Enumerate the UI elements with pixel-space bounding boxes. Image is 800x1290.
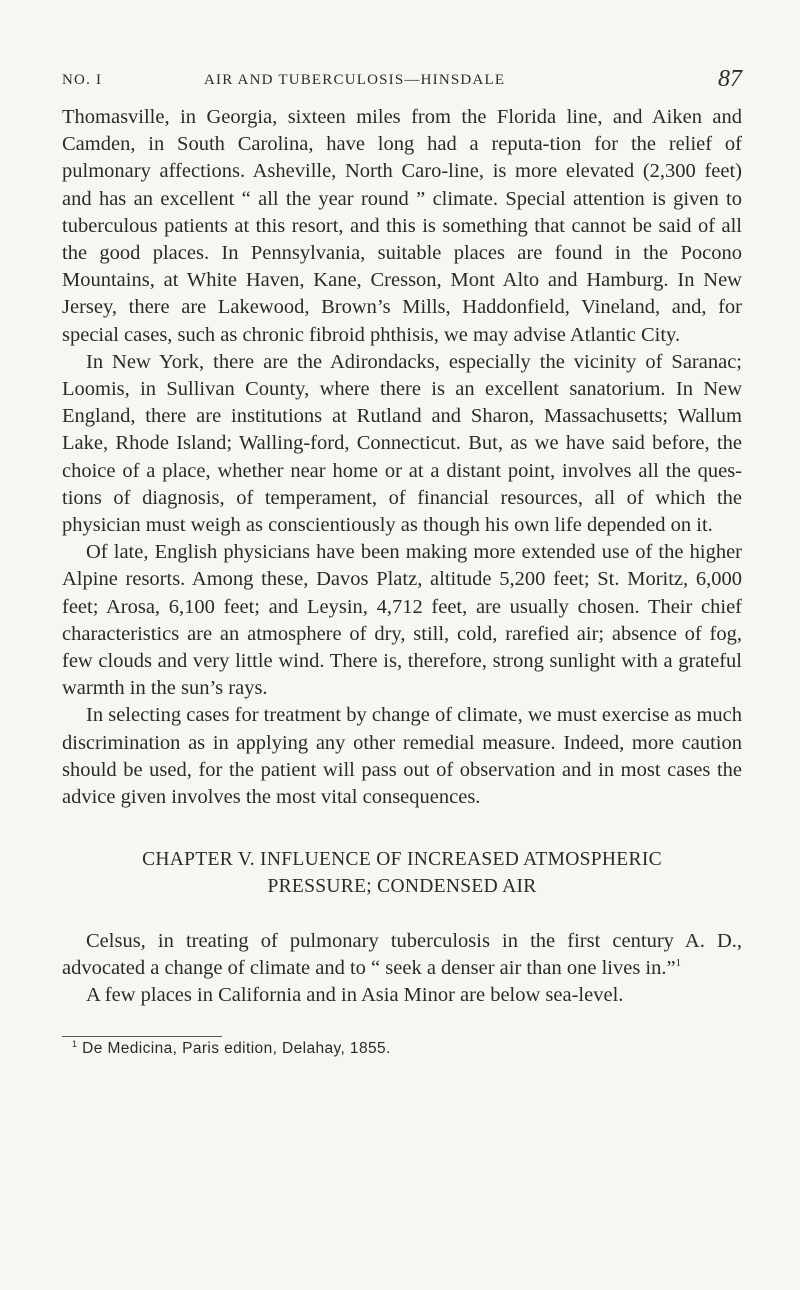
footnote-marker: 1 bbox=[72, 1038, 78, 1049]
chapter-heading bbox=[62, 846, 742, 900]
footnote-text: De Medicina, Paris edition, Delahay, 1855. bbox=[82, 1040, 391, 1057]
paragraph: Thomasville, in Georgia, sixteen miles from the Florida line, and Aiken and Camden, in South Carolina, have long had a reputa-tion for the relief of pulmonary affections. Asheville, North Caro-line, is more elevated (2,300 feet) and has an excellent “ all the year round ” climate. Special attention is given to tuberculous patients at this resort, and this is something that cannot be said of all the good places. In Pennsylvania, suitable places are found in the Pocono Mountains, at White Haven, Kane, Cresson, Mont Alto and Hamburg. In New Jersey, there are Lakewood, Brown’s Mills, Haddonfield, Vineland, and, for special cases, such as chronic fibroid phthisis, we may advise Atlantic City. bbox=[62, 106, 742, 346]
paragraph: Of late, English physicians have been making more extended use of the higher Alpine resorts. Among these, Davos Platz, altitude 5,200 feet; St. Moritz, 6,000 feet; Arosa, 6,100 feet; and Leysin, 4,712 feet, are usually chosen. Their chief characteristics are an atmosphere of dry, still, cold, rarefied air; absence of fog, few clouds and very little wind. There is, therefore, strong sunlight with a grateful warmth in the sun’s rays. bbox=[62, 541, 742, 700]
page-number: 87 bbox=[718, 66, 742, 92]
running-head bbox=[62, 68, 742, 94]
body-text bbox=[62, 104, 742, 811]
running-title: AIR AND TUBERCULOSIS—HINSDALE bbox=[204, 72, 506, 88]
chapter-heading-line: CHAPTER V. INFLUENCE OF INCREASED ATMOSPHERIC bbox=[142, 849, 662, 870]
chapter-heading-line: PRESSURE; CONDENSED AIR bbox=[267, 876, 537, 897]
paragraph: In New York, there are the Adirondacks, especially the vicinity of Saranac; Loomis, in Sullivan County, where there is an excellent sanatorium. In New England, there are institutions at Rutland and Sharon, Massachusetts; Wallum Lake, Rhode Island; Walling-ford, Connecticut. But, as we have said before, the choice of a place, whether near home or at a distant point, involves all the ques-tions of diagnosis, of temperament, of financial resources, all of which the physician must weigh as conscientiously as though his own life depended on it. bbox=[62, 350, 742, 537]
paragraph-text: Celsus, in treating of pulmonary tuberculosis in the first century A. D., advocated a change of climate and to “ seek a denser air than one lives in.” bbox=[62, 930, 742, 980]
paragraph bbox=[62, 928, 742, 982]
footnote bbox=[72, 1040, 732, 1058]
footnote-reference: 1 bbox=[675, 957, 682, 970]
issue-number: NO. I bbox=[62, 72, 103, 88]
paragraph: In selecting cases for treatment by change of climate, we must exercise as much discrimination as in applying any other remedial measure. Indeed, more caution should be used, for the patient will pass out of observation and in most cases the advice given involves the most vital consequences. bbox=[62, 704, 742, 809]
paragraph: A few places in California and in Asia Minor are below sea-level. bbox=[86, 984, 624, 1007]
footnote-rule bbox=[62, 1036, 222, 1037]
chapter-text bbox=[62, 928, 742, 1010]
